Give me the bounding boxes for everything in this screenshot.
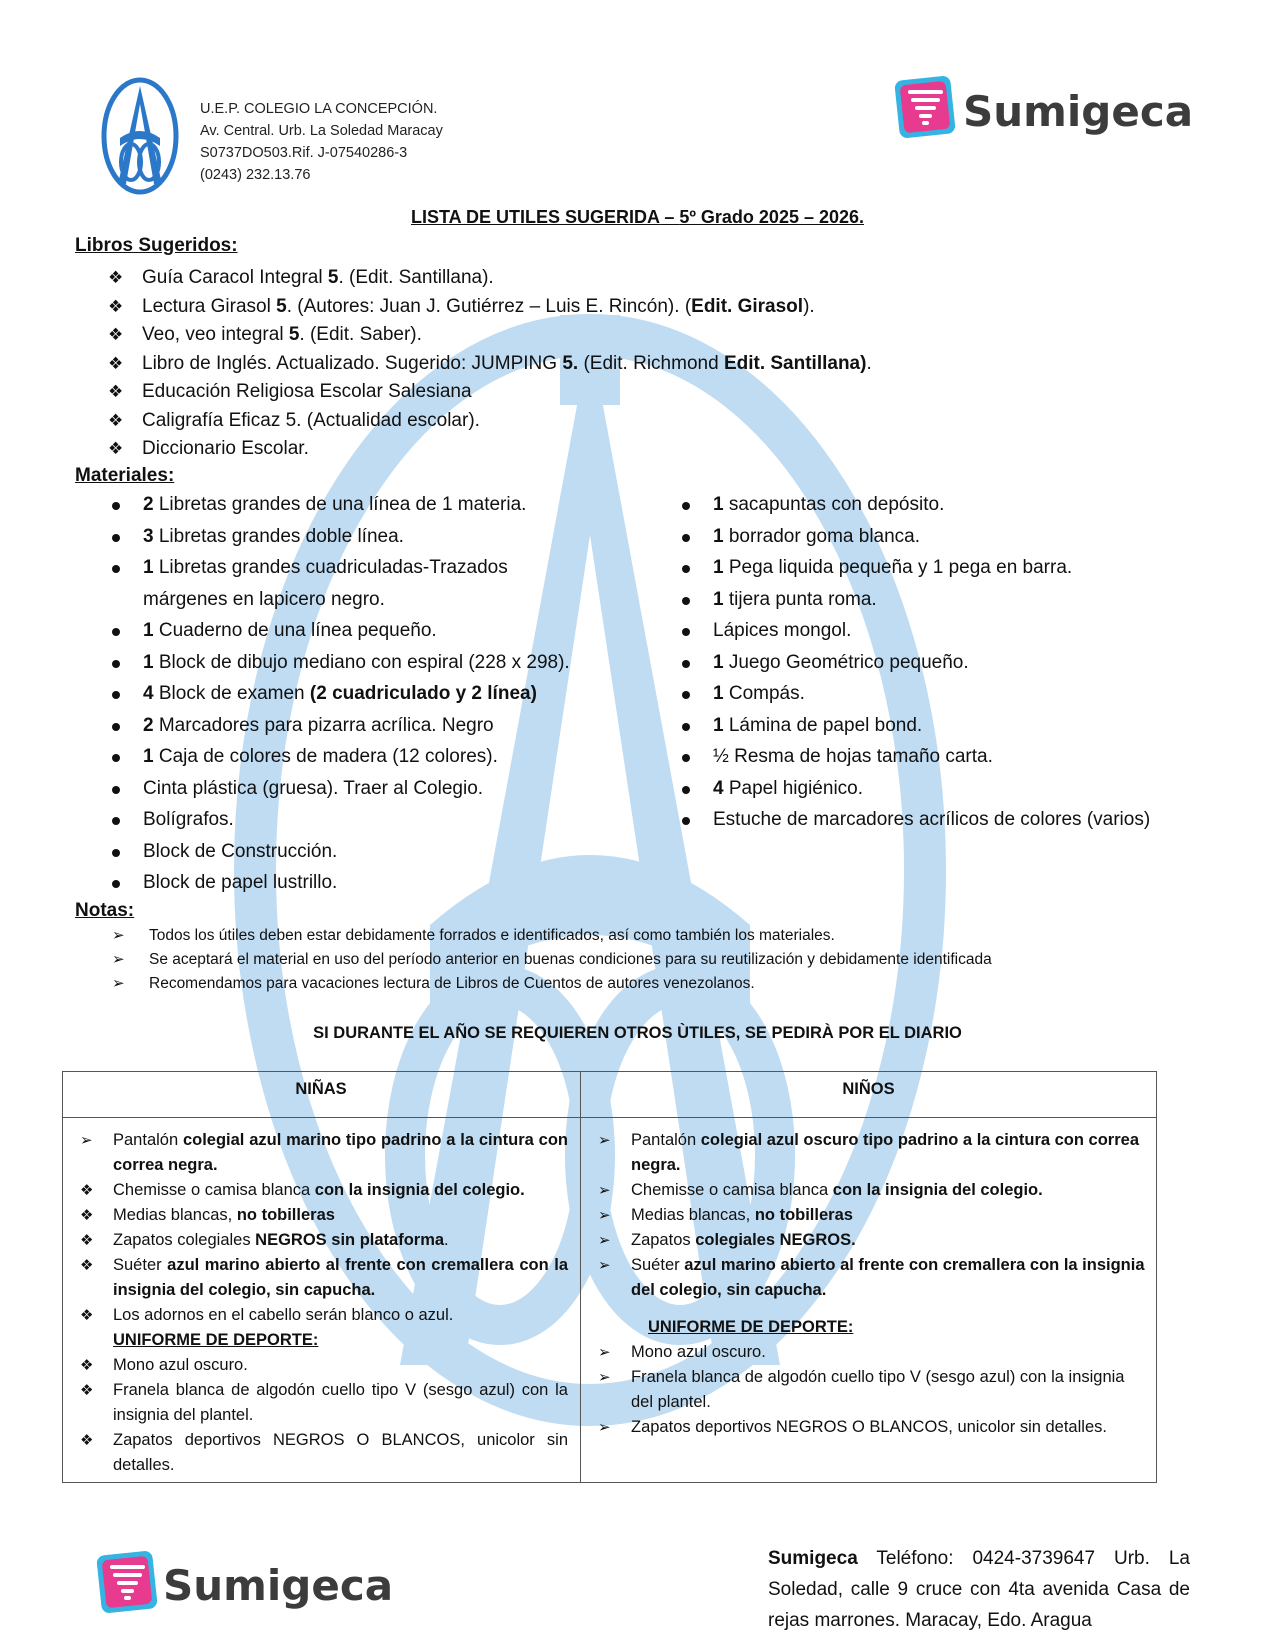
bullet-icon — [112, 723, 120, 731]
brand-tornado-icon — [95, 1545, 395, 1623]
list-item: 2 Marcadores para pizarra acrílica. Negro — [108, 710, 628, 742]
diamond-bullet-icon: ❖ — [108, 296, 124, 316]
list-item: 4 Block de examen (2 cuadriculado y 2 línea) — [108, 678, 628, 710]
table-header-rule — [62, 1117, 1157, 1118]
list-item: 1 Compás. — [678, 678, 1258, 710]
svg-text:Sumigeca: Sumigeca — [963, 87, 1193, 136]
arrow-bullet-icon: ➢ — [598, 1344, 611, 1361]
arrow-bullet-icon: ➢ — [598, 1419, 611, 1436]
list-item: ❖ Guía Caracol Integral 5. (Edit. Santillana). — [108, 264, 872, 293]
libros-list — [108, 264, 872, 464]
list-item: 1 Caja de colores de madera (12 colores). — [108, 741, 628, 773]
brand-logo-top — [893, 70, 1193, 150]
arrow-bullet-icon: ➢ — [112, 951, 125, 968]
school-info — [200, 98, 443, 186]
list-item: ➢ Pantalón colegial azul marino tipo padrino a la cintura con correa negra. — [80, 1128, 568, 1178]
list-item: ❖ Veo, veo integral 5. (Edit. Saber). — [108, 321, 872, 350]
diamond-bullet-icon: ❖ — [80, 1257, 94, 1274]
arrow-bullet-icon: ➢ — [598, 1132, 611, 1149]
list-item: ➢ Pantalón colegial azul oscuro tipo padrino a la cintura con correa negra. — [598, 1128, 1148, 1178]
bullet-icon — [682, 660, 690, 668]
list-item: Block de Construcción. — [108, 836, 628, 868]
bullet-icon — [112, 502, 120, 510]
list-item: ➢ Mono azul oscuro. — [598, 1340, 1148, 1365]
notas-heading: Notas: — [75, 900, 135, 921]
title-year-end: 2026. — [818, 207, 865, 227]
bullet-icon — [682, 786, 690, 794]
materiales-heading: Materiales: — [75, 465, 175, 486]
ninos-header: NIÑOS — [842, 1080, 895, 1098]
school-logo — [100, 76, 180, 196]
school-address: Av. Central. Urb. La Soledad Maracay — [200, 123, 443, 139]
title-prefix: LISTA DE UTILES SUGERIDA — [410, 207, 660, 227]
arrow-bullet-icon: ➢ — [598, 1257, 611, 1274]
bullet-icon — [682, 817, 690, 825]
libros-heading: Libros Sugeridos: — [75, 235, 238, 256]
bullet-icon — [112, 534, 120, 542]
materiales-right-list — [678, 489, 1258, 836]
list-item: 1 Lámina de papel bond. — [678, 710, 1258, 742]
arrow-bullet-icon: ➢ — [598, 1232, 611, 1249]
bullet-icon — [112, 660, 120, 668]
brand-tornado-icon — [893, 70, 1193, 150]
list-item: ➢ Zapatos deportivos NEGROS O BLANCOS, unicolor sin detalles. — [598, 1415, 1148, 1440]
bullet-icon — [682, 502, 690, 510]
list-item: 1 Pega liquida pequeña y 1 pega en barra. — [678, 552, 1258, 584]
list-item: ❖ Caligrafía Eficaz 5. (Actualidad escolar). — [108, 407, 872, 436]
school-name: U.E.P. COLEGIO LA CONCEPCIÓN. — [200, 101, 438, 117]
bullet-icon — [682, 628, 690, 636]
document-title — [0, 207, 1275, 228]
list-item: ❖ Chemisse o camisa blanca con la insignia del colegio. — [80, 1178, 568, 1203]
list-item: 1 Cuaderno de una línea pequeño. — [108, 615, 628, 647]
bullet-icon — [112, 880, 120, 888]
list-item: ❖ Libro de Inglés. Actualizado. Sugerido: JUMPING 5. (Edit. Richmond Edit. Santillana). — [108, 350, 872, 379]
list-item: 1 Libretas grandes cuadriculadas-Trazados márgenes en lapicero negro. — [108, 552, 553, 615]
list-item: 1 sacapuntas con depósito. — [678, 489, 1258, 521]
list-item: ❖ Los adornos en el cabello serán blanco o azul. — [80, 1303, 568, 1328]
title-grade: 5º Grado 2025 — [679, 207, 799, 227]
spacer — [598, 1303, 1148, 1315]
title-dash-1: – — [659, 207, 680, 227]
table-column-divider — [580, 1071, 581, 1483]
bullet-icon — [112, 849, 120, 857]
list-item: ➢ Recomendamos para vacaciones lectura de Libros de Cuentos de autores venezolanos. — [112, 972, 992, 996]
list-item: Bolígrafos. — [108, 804, 628, 836]
diamond-bullet-icon: ❖ — [108, 382, 124, 401]
list-item: ❖ Lectura Girasol 5. (Autores: Juan J. Gutiérrez – Luis E. Rincón). (Edit. Girasol). — [108, 293, 872, 322]
ninos-uniform-list — [598, 1128, 1148, 1440]
arrow-bullet-icon: ➢ — [598, 1182, 611, 1199]
bullet-icon — [112, 628, 120, 636]
diamond-bullet-icon: ❖ — [80, 1232, 94, 1249]
diamond-bullet-icon: ❖ — [108, 268, 124, 287]
svg-text:Sumigeca: Sumigeca — [163, 1561, 394, 1610]
bullet-icon — [682, 723, 690, 731]
list-item: 2 Libretas grandes de una línea de 1 materia. — [108, 489, 628, 521]
bullet-icon — [112, 754, 120, 762]
diamond-bullet-icon: ❖ — [108, 410, 124, 430]
list-item: 3 Libretas grandes doble línea. — [108, 521, 628, 553]
arrow-bullet-icon: ➢ — [598, 1369, 611, 1386]
diamond-bullet-icon: ❖ — [108, 325, 124, 344]
ninas-header: NIÑAS — [295, 1080, 347, 1098]
bullet-icon — [682, 534, 690, 542]
arrow-bullet-icon: ➢ — [112, 927, 125, 944]
footer-contact-text: Teléfono: 0424-3739647 Urb. La Soledad, calle 9 cruce con 4ta avenida Casa de rejas marrones. Maracay, Edo. Aragua — [768, 1548, 1190, 1631]
list-item: 1 borrador goma blanca. — [678, 521, 1258, 553]
school-rif: S0737DO503.Rif. J-07540286-3 — [200, 145, 408, 161]
ninas-uniform-list — [80, 1128, 568, 1478]
bullet-icon — [112, 786, 120, 794]
footer-brand: Sumigeca — [768, 1548, 858, 1569]
footer-contact — [768, 1543, 1190, 1636]
diamond-bullet-icon: ❖ — [108, 439, 124, 458]
bullet-icon — [682, 754, 690, 762]
list-item: 1 tijera punta roma. — [678, 584, 1258, 616]
list-item: ❖ Diccionario Escolar. — [108, 435, 872, 464]
bullet-icon — [112, 565, 120, 573]
diamond-bullet-icon: ❖ — [108, 353, 124, 373]
list-item: ➢ Medias blancas, no tobilleras — [598, 1203, 1148, 1228]
notas-list — [112, 924, 992, 996]
diamond-bullet-icon: ❖ — [80, 1307, 94, 1324]
list-item: ❖ Suéter azul marino abierto al frente con cremallera con la insignia del colegio, sin capucha. — [80, 1253, 568, 1303]
list-item: ➢ Chemisse o camisa blanca con la insignia del colegio. — [598, 1178, 1148, 1203]
ninos-sport-heading: UNIFORME DE DEPORTE: — [648, 1318, 854, 1336]
diamond-bullet-icon: ❖ — [80, 1382, 94, 1399]
list-item: ❖ Zapatos deportivos NEGROS O BLANCOS, unicolor sin detalles. — [80, 1428, 568, 1478]
list-item: 4 Papel higiénico. — [678, 773, 1258, 805]
diamond-bullet-icon: ❖ — [80, 1432, 94, 1449]
list-item: ➢ Suéter azul marino abierto al frente con cremallera con la insignia del colegio, sin capucha. — [598, 1253, 1148, 1303]
list-item: ❖ Zapatos colegiales NEGROS sin plataforma. — [80, 1228, 568, 1253]
list-item: ½ Resma de hojas tamaño carta. — [678, 741, 1258, 773]
list-item: ➢ Todos los útiles deben estar debidamente forrados e identificados, así como también los materiales. — [112, 924, 992, 948]
arrow-bullet-icon: ➢ — [80, 1132, 93, 1149]
ninas-sport-heading: UNIFORME DE DEPORTE: — [113, 1331, 319, 1349]
list-item: Estuche de marcadores acrílicos de colores (varios) — [678, 804, 1258, 836]
list-item: ➢ Zapatos colegiales NEGROS. — [598, 1228, 1148, 1253]
diamond-bullet-icon: ❖ — [80, 1207, 94, 1224]
school-phone: (0243) 232.13.76 — [200, 167, 311, 183]
list-item: ➢ Franela blanca de algodón cuello tipo V (sesgo azul) con la insignia del plantel. — [598, 1365, 1148, 1415]
list-item: ➢ Se aceptará el material en uso del período anterior en buenas condiciones para su reutilización y debidamente identificada — [112, 948, 992, 972]
bullet-icon — [112, 691, 120, 699]
list-item: ❖ Medias blancas, no tobilleras — [80, 1203, 568, 1228]
materiales-left-list — [108, 489, 628, 899]
list-item: ❖ Educación Religiosa Escolar Salesiana — [108, 378, 872, 407]
list-item: Block de papel lustrillo. — [108, 867, 628, 899]
bullet-icon — [682, 597, 690, 605]
diamond-bullet-icon: ❖ — [80, 1182, 94, 1199]
arrow-bullet-icon: ➢ — [112, 975, 125, 992]
bullet-icon — [682, 691, 690, 699]
list-item: Lápices mongol. — [678, 615, 1258, 647]
bullet-icon — [682, 565, 690, 573]
notice-text: SI DURANTE EL AÑO SE REQUIEREN OTROS ÙTILES, SE PEDIRÀ POR EL DIARIO — [313, 1024, 962, 1042]
brand-logo-bottom — [95, 1545, 395, 1623]
list-item: Cinta plástica (gruesa). Traer al Colegio. — [108, 773, 628, 805]
bullet-icon — [112, 817, 120, 825]
list-item: 1 Block de dibujo mediano con espiral (228 x 298). — [108, 647, 628, 679]
list-item: 1 Juego Geométrico pequeño. — [678, 647, 1258, 679]
title-dash-2: – — [798, 207, 819, 227]
arrow-bullet-icon: ➢ — [598, 1207, 611, 1224]
diamond-bullet-icon: ❖ — [80, 1357, 94, 1374]
list-item: ❖ Franela blanca de algodón cuello tipo V (sesgo azul) con la insignia del plantel. — [80, 1378, 568, 1428]
list-item: ❖ Mono azul oscuro. — [80, 1353, 568, 1378]
